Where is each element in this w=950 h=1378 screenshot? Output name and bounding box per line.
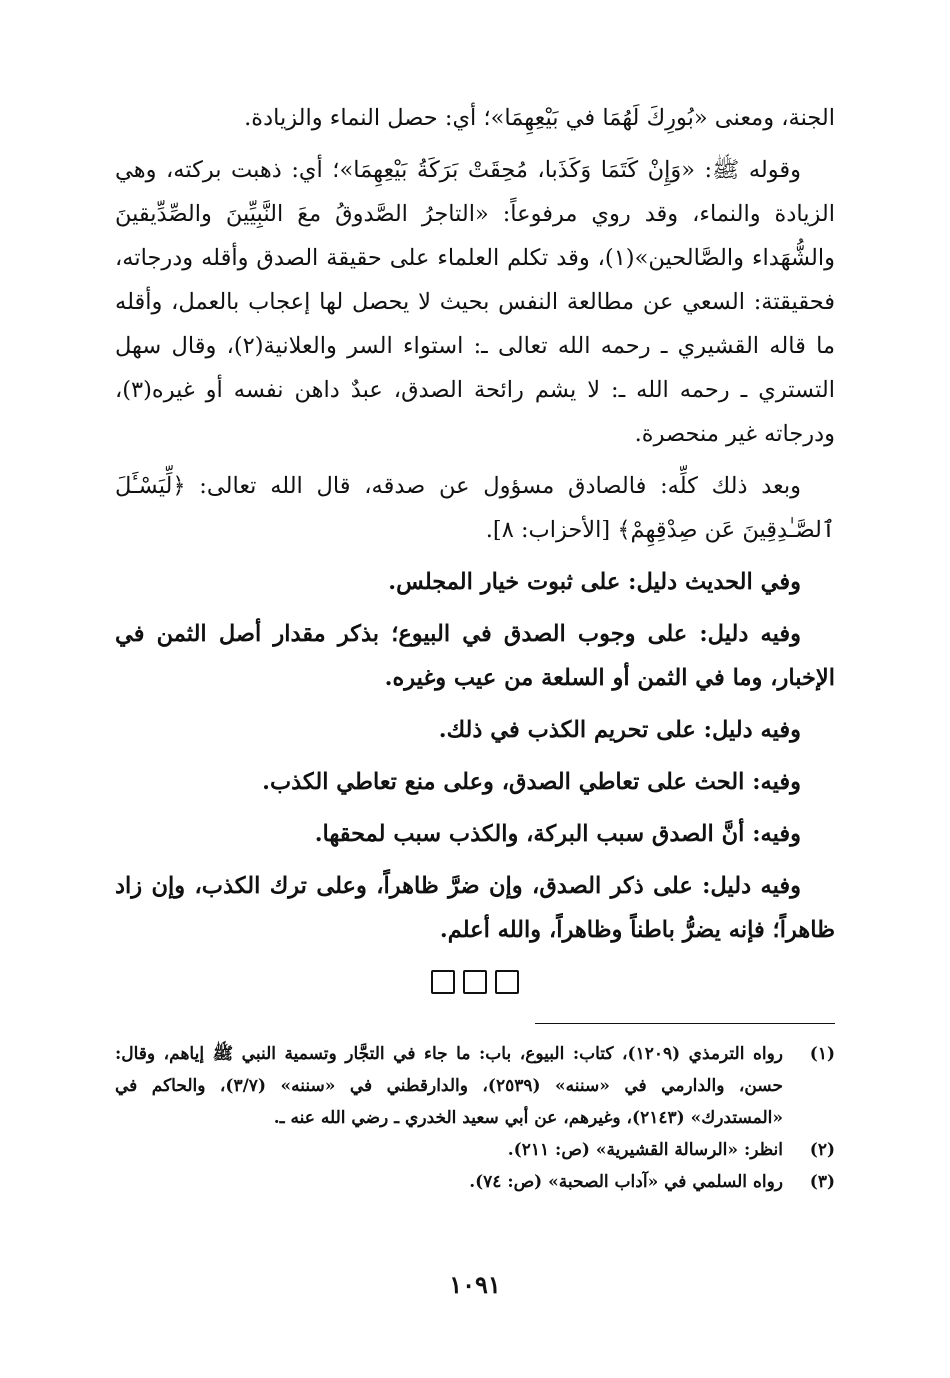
paragraph-2: وقوله ﷺ: «وَإِنْ كَتَمَا وَكَذَبا، مُحِقَتْ بَرَكَةُ بَيْعِهِمَا»؛ أي: ذهبت بركته، وهي الزيادة والنماء، وقد روي مرفوعاً: «التاجرُ الصَّدوقُ معَ النَّبِيِّينَ والصِّدِّيقينَ والشُّهَداء والصَّالحين»(١)، وقد تكلم العلماء على حقيقة الصدق وأقله ودرجاته، فحقيقتة: السعي عن مطالعة النفس بحيث لا يحصل لها إعجاب بالعمل، وأقله ما قاله القشيري ـ رحمه الله تعالى ـ: استواء السر والعلانية(٢)، وقال سهل التستري ـ رحمه الله ـ: لا يشم رائحة الصدق، عبدٌ داهن نفسه أو غيره(٣)، ودرجاته غير منحصرة. [115,157,835,447]
paragraph-8: وفيه: أنَّ الصدق سبب البركة، والكذب سبب لمحقها. [314,821,801,847]
section-end-ornament [115,970,835,1001]
footnote-text: رواه الترمذي (١٢٠٩)، كتاب: البيوع، باب: ما جاء في التجَّار وتسمية النبي ﷺ إياهم، وقال: حسن، والدارمي في «سننه» (٢٥٣٩)، والدارقطني في «سننه» (٣/٧)، والحاكم في «المستدرك» (٢١٤٣)، وغيرهم، عن أبي سعيد الخدري ـ رضي الله عنه ـ. [115,1044,783,1128]
paragraph-7: وفيه: الحث على تعاطي الصدق، وعلى منع تعاطي الكذب. [262,769,801,795]
paragraph-5: وفيه دليل: على وجوب الصدق في البيوع؛ بذكر مقدار أصل الثمن في الإخبار، وما في الثمن أو السلعة من عيب وغيره. [115,621,835,691]
footnote-1 [115,1038,835,1134]
footnote-text: انظر: «الرسالة القشيرية» (ص: ٢١١). [507,1140,783,1160]
page-number: ١٠٩١ [449,1270,501,1299]
footnotes [115,1038,835,1198]
footnote-3 [115,1166,835,1198]
paragraph-6: وفيه دليل: على تحريم الكذب في ذلك. [438,717,801,743]
square-ornament-icon [495,970,519,994]
footnote-number: (١) [809,1044,835,1064]
footnote-divider [535,1023,835,1024]
paragraph-9: وفيه دليل: على ذكر الصدق، وإن ضرَّ ظاهراً، وعلى ترك الكذب، وإن زاد ظاهراً؛ فإنه يضرُّ باطناً وظاهراً، والله أعلم. [115,873,835,943]
footnote-number: (٣) [809,1172,835,1192]
paragraph-4: وفي الحديث دليل: على ثبوت خيار المجلس. [388,569,801,595]
paragraph-1: الجنة، ومعنى «بُورِكَ لَهُمَا في بَيْعِهِمَا»؛ أي: حصل النماء والزيادة. [244,105,835,131]
paragraph-3: وبعد ذلك كلِّه: فالصادق مسؤول عن صدقه، قال الله تعالى: ﴿لِّيَسْـَٔلَ ٱلصَّـٰدِقِينَ عَن صِدْقِهِمْ﴾ [الأحزاب: ٨]. [115,473,835,543]
square-ornament-icon [431,970,455,994]
square-ornament-icon [463,970,487,994]
footnote-2 [115,1134,835,1166]
footnote-number: (٢) [809,1140,835,1160]
page-body [115,96,835,1198]
footnote-text: رواه السلمي في «آداب الصحبة» (ص: ٧٤). [469,1172,783,1192]
